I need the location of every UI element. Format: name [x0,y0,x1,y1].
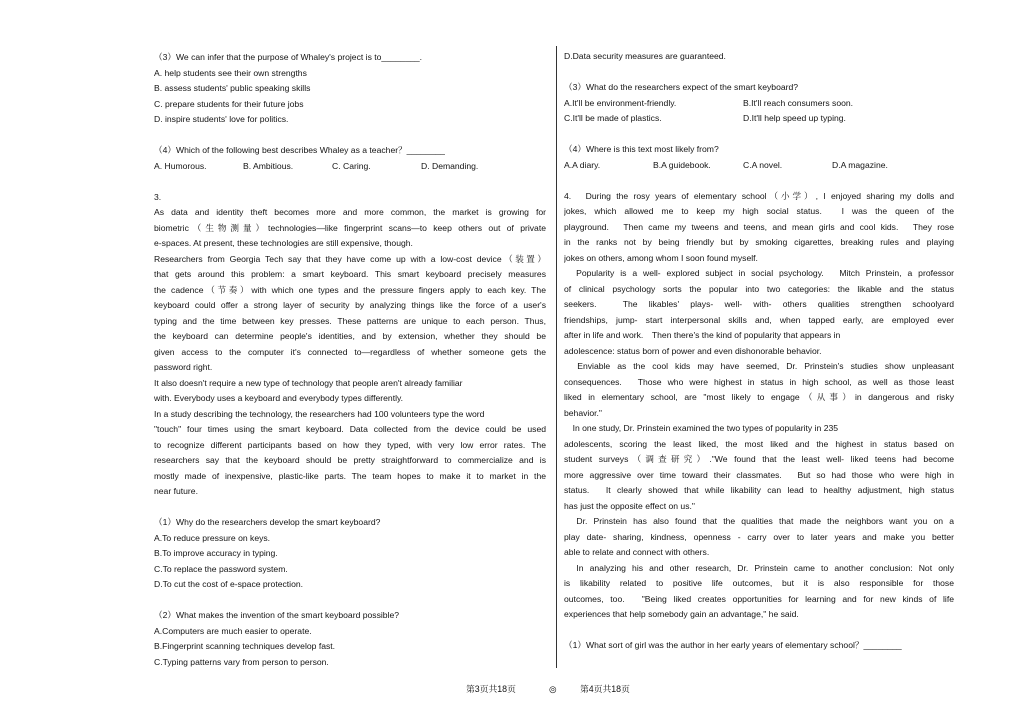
passage-line: able to relate and connect with others. [564,547,710,557]
passage-line: outcomes, too. "Being liked creates opportunities for learning and for new kinds of life [564,593,954,604]
passage-line: the keyboard can determine people's identities, and by extension, whether they should be [154,331,546,341]
option-d: D. Demanding. [421,160,479,171]
passage-3-question-4 [564,142,954,173]
passage-line: jokes, which allowed me to keep my high social status. I was the queen of the [564,206,954,216]
passage-line: mostly made of inexpensive, plastic-like parts. The team hopes to make it to market in the [154,470,546,481]
question-stem: （2）What makes the invention of the smart keyboard possible? [154,610,400,620]
passage-line: experiences that help somebody gain an advantage," he said. [564,609,799,619]
passage-line: typing and the time between key presses. These patterns are unique to each person. Thus, [154,315,546,326]
option-b: B.Fingerprint scanning techniques develop fast. [154,641,336,651]
option-b: B.A guidebook. [653,159,711,170]
passage-line: It also doesn't require a new type of technology that people aren't already familiar [154,377,463,388]
question-stem: （3）What do the researchers expect of the smart keyboard? [564,82,799,92]
options-row [564,111,954,127]
passage-line: In a study describing the technology, the researchers had 100 volunteers type the word [154,408,485,419]
passage-3-question-2 [154,608,546,670]
passage-line: password right. [154,362,213,372]
passage-line: Researchers from Georgia Tech say that they have come up with a low-cost device（装置） [154,253,546,264]
passage-line: that gets around this problem: a smart keyboard. This smart keyboard precisely measures [154,269,546,279]
option-a: A. Humorous. [154,160,207,171]
passage-line: keyboard could offer a strong layer of security by analyzing things like the force of a user's [154,300,546,310]
options-row [564,158,954,174]
option-c: C. Caring. [332,160,371,171]
passage-line: playground. Then came my tweens and teens, and mean girls and cool kids. They rose [564,221,954,232]
passage-line: student surveys（调查研究）."We found that the least well- liked teens had become [564,454,954,464]
passage-line: is likability related to positive life outcomes, but it is also responsible for those [564,578,954,588]
passage-line: As data and identity theft becomes more and more common, the market is growing for [154,207,546,217]
options-row [564,96,954,112]
question-4 [154,143,546,174]
option-d: D. inspire students' love for politics. [154,114,289,124]
question-stem: （1）What sort of girl was the author in her early years of elementary school？________ [564,640,902,650]
passage-line: after in life and work. Then there's the kind of popularity that appears in [564,330,841,340]
passage-line: adolescence: status born of power and even dishonorable behavior. [564,345,822,356]
passage-line: status. It clearly showed that while likability can lead to healthy adjustment, high status [564,485,954,495]
passage-line: Dr. Prinstein has also found that the qualities that made the neighbors want you on a [564,516,954,526]
option-c: C.It'll be made of plastics. [564,113,662,123]
passage-line: "touch" four times using the smart keyboard. Data collected from the device could be used [154,424,546,434]
option-c: C.Typing patterns vary from person to person. [154,656,329,667]
passage-4-question-1 [564,638,954,654]
passage-line: more aggressive over time toward their classmates. But so had those who were high in [564,469,954,480]
options-row [154,159,546,175]
passage-line: jokes on others, among whom I soon found myself. [564,252,758,263]
option-a: A.It'll be environment-friendly. [564,97,677,108]
option-d: D.To cut the cost of e-space protection. [154,579,304,589]
left-column [154,50,546,670]
passage-line: Popularity is a well- explored subject in social psychology. Mitch Prinstein, a professor [564,268,954,278]
passage-3-question-1 [154,515,546,593]
passage-line: given access to the computer it's connected to—regardless of whether someone gets the [154,346,546,357]
option-a: A.To reduce pressure on keys. [154,532,271,543]
passage-line: In analyzing his and other research, Dr. Prinstein came to another conclusion: Not only [564,562,954,573]
passage-line: to recognize different participants based on how they typed, with very low error rates. The [154,439,546,450]
column-divider [556,46,557,668]
option-a: A.Computers are much easier to operate. [154,625,312,636]
passage-line: near future. [154,486,198,496]
option-c: C. prepare students for their future jobs [154,98,304,109]
passage-line: liked in elementary school, are "most likely to engage（从事）in dangerous and risky [564,392,954,402]
passage-line: Enviable as the cool kids may have seemed, Dr. Prinstein's studies show unpleasant [564,361,954,371]
passage-4 [564,189,954,623]
passage-line: play date- sharing, kindness, openness - carry over to later years and make you better [564,531,954,542]
footer-separator-mark: ◎ [549,684,557,694]
right-page-number: 第4页共18页 [580,684,630,694]
passage-3-question-3 [564,80,954,127]
passage-line: in the ranks not by being friendly but by smoking cigarettes, breaking rules and playing [564,237,954,247]
passage-line: with. Everybody uses a keyboard and everybody types differently. [154,393,404,403]
passage-line: e-spaces. At present, these technologies are still expensive, though. [154,238,413,248]
question-stem: （1）Why do the researchers develop the smart keyboard? [154,517,381,527]
question-stem: （3）We can infer that the purpose of Whaley's project is to________. [154,52,423,62]
question-stem: （4）Where is this text most likely from? [564,144,719,154]
passage-3 [154,190,546,500]
passage-line: In one study, Dr. Prinstein examined the two types of popularity in 235 [564,423,839,433]
option-d: D.Data security measures are guaranteed. [564,51,726,61]
option-b: B. Ambitious. [243,160,294,171]
option-a: A. help students see their own strengths [154,67,307,78]
passage-line: friendships, jump- start interpersonal skills and, when tapped early, are employed ever [564,314,954,325]
passage-line: of clinical psychology sorts the popular into two categories: the likable and the status [564,283,954,294]
passage-number: 3. [154,191,162,202]
option-d: D.It'll help speed up typing. [743,113,846,123]
passage-line: 4. During the rosy years of elementary school（小学）, I enjoyed sharing my dolls and [564,190,954,201]
passage-line: biometric（生物测量）technologies—like fingerprint scans—to keep others out of private [154,222,546,233]
page-footer [0,681,1024,697]
option-c: C.A novel. [743,159,783,170]
option-b: B.It'll reach consumers soon. [743,97,854,108]
option-b: B.To improve accuracy in typing. [154,548,278,558]
option-c: C.To replace the password system. [154,563,288,574]
passage-line: seekers. The likables' plays- well- with- others qualities strengthen schoolyard [564,299,954,309]
passage-line: adolescents, scoring the least liked, the most liked and the highest in status based on [564,438,954,449]
passage-line: has just the opposite effect on us." [564,500,695,511]
option-d: D.A magazine. [832,159,888,170]
option-b: B. assess students' public speaking skills [154,83,311,93]
option-a: A.A diary. [564,159,601,170]
passage-line: behavior." [564,407,602,418]
passage-line: consequences. Those who were highest in status in high school, as well as those least [564,376,954,387]
question-3 [154,50,546,128]
right-column [564,49,954,654]
left-page-number: 第3页共18页 [466,684,516,694]
question-stem: （4）Which of the following best describes Whaley as a teacher？________ [154,145,445,155]
passage-line: the cadence（节奏）with which one types and the pressure fingers apply to each key. The [154,284,546,295]
passage-line: researchers say that the keyboard should be pretty straightforward to commercialize and is [154,455,546,465]
